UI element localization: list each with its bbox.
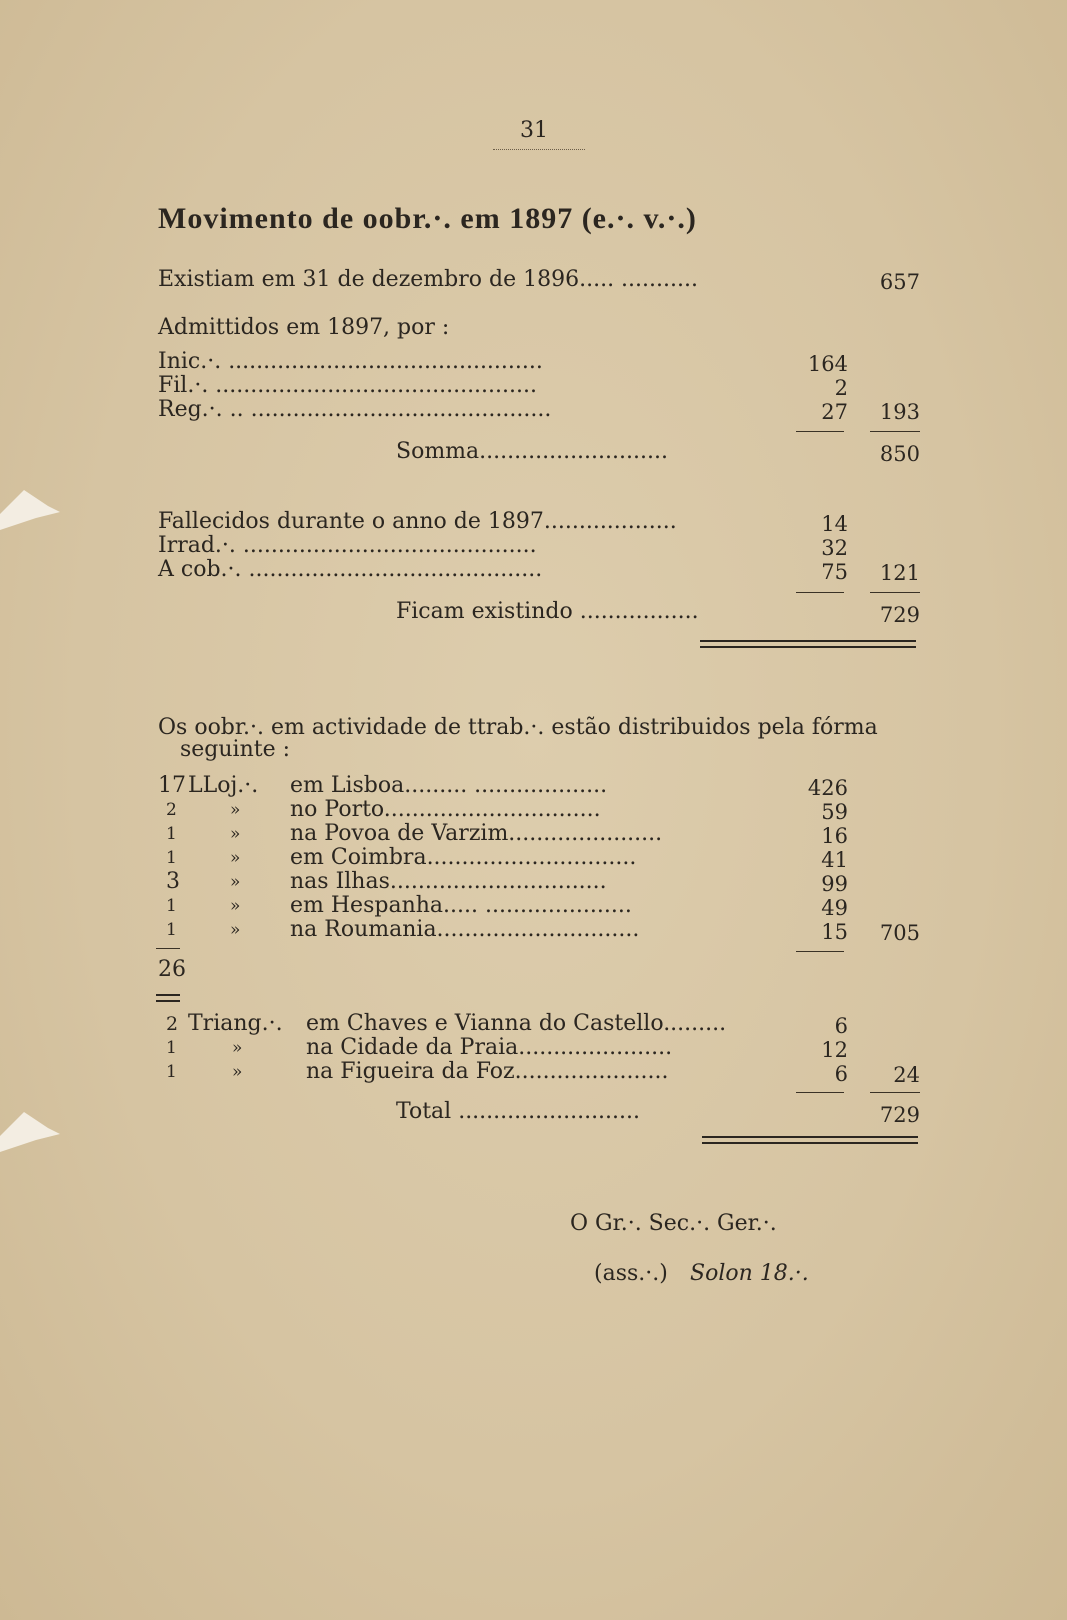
total-value: 729 [879,1103,920,1127]
ditto-mark: » [230,920,241,940]
torn-edge [0,1112,60,1152]
triang-place: em Chaves e Vianna do Castello......... [306,1011,727,1036]
sum-rule [796,951,844,952]
loja-type: LLoj.·. [188,773,259,798]
triang-value: 6 [834,1062,848,1086]
page-number: 31 [520,118,548,143]
loja-count: 1 [166,848,177,868]
loja-value: 426 [807,776,848,800]
admittidos-reg-label: Reg.·. .. ........................................... [158,397,552,422]
admittidos-fil-value: 2 [834,376,848,400]
admittidos-inic-label: Inic.·. ............................................. [158,349,543,374]
loja-count: 3 [166,869,180,894]
triang-type: Triang.·. [188,1011,283,1036]
sum-rule [796,431,844,432]
triang-subtotal: 24 [893,1063,920,1087]
triang-place: na Cidade da Praia...................... [306,1035,673,1060]
triang-count: 2 [166,1013,179,1035]
loja-value: 41 [821,848,848,872]
ditto-mark: » [232,1038,243,1058]
sum-rule [796,592,844,593]
lojas-subtotal: 705 [879,921,920,945]
loja-value: 49 [821,896,848,920]
loja-count: 17 [158,773,186,798]
existiam-total: 657 [879,270,920,294]
distribuicao-intro-1: Os oobr.·. em actividade de ttrab.·. estão distribuidos pela fórma [158,715,878,740]
admittidos-subtotal: 193 [879,400,920,424]
ditto-mark: » [230,872,241,892]
loja-place: no Porto............................... [290,797,601,822]
loja-place: em Coimbra.............................. [290,845,637,870]
loja-place: em Hespanha..... ..................... [290,893,632,918]
loja-place: nas Ilhas............................... [290,869,607,894]
double-rule [702,1136,918,1144]
sum-rule [796,1092,844,1093]
ditto-mark: » [232,1062,243,1082]
loja-value: 59 [821,800,848,824]
signature-title: O Gr.·. Sec.·. Ger.·. [570,1211,777,1236]
loja-count: 1 [166,896,177,916]
signature-ass: (ass.·.) [594,1261,668,1286]
loja-count: 1 [166,920,177,940]
torn-edge [0,490,60,530]
lojas-total: 26 [158,957,186,982]
loja-place: na Povoa de Varzim...................... [290,821,663,846]
ditto-mark: » [230,848,241,868]
ficam-total: 729 [879,603,920,627]
ditto-mark: » [230,824,241,844]
admittidos-reg-value: 27 [821,400,848,424]
sum-rule [870,1092,920,1093]
ficam-label: Ficam existindo ................. [396,599,699,624]
count-rule [156,948,180,949]
loja-place: em Lisboa......... ................... [290,773,608,798]
fallecidos-label: Fallecidos durante o anno de 1897................... [158,509,677,534]
double-rule [700,640,916,648]
sum-rule [870,592,920,593]
loja-value: 15 [821,920,848,944]
loja-place: na Roumania............................. [290,917,640,942]
triang-count: 1 [166,1062,177,1082]
irrad-value: 32 [821,536,848,560]
loja-count: 2 [166,800,177,820]
page-title: Movimento de oobr.·. em 1897 (e.·. v.·.) [158,202,697,235]
page-number-rule [493,149,585,150]
saidas-subtotal: 121 [879,561,920,585]
somma-total: 850 [879,442,920,466]
loja-value: 16 [821,824,848,848]
triang-count: 1 [166,1038,177,1058]
acob-value: 75 [821,560,848,584]
signature-name: Solon 18.·. [690,1261,809,1286]
sum-rule [870,431,920,432]
triang-place: na Figueira da Foz...................... [306,1059,669,1084]
ditto-mark: » [230,896,241,916]
admittidos-fil-label: Fil.·. .............................................. [158,373,537,398]
existiam-label: Existiam em 31 de dezembro de 1896..... ........... [158,267,698,292]
triang-value: 6 [834,1014,848,1038]
irrad-label: Irrad.·. .......................................... [158,533,537,558]
admittidos-heading: Admittidos em 1897, por : [158,315,450,340]
count-double-rule [156,994,180,1002]
loja-value: 99 [821,872,848,896]
acob-label: A cob.·. .......................................... [158,557,543,582]
fallecidos-value: 14 [821,512,848,536]
distribuicao-intro-2: seguinte : [180,737,291,762]
admittidos-inic-value: 164 [807,352,848,376]
total-label: Total .......................... [396,1099,641,1124]
loja-count: 1 [166,824,177,844]
triang-value: 12 [821,1038,848,1062]
ditto-mark: » [230,800,241,820]
somma-label: Somma........................... [396,439,668,464]
